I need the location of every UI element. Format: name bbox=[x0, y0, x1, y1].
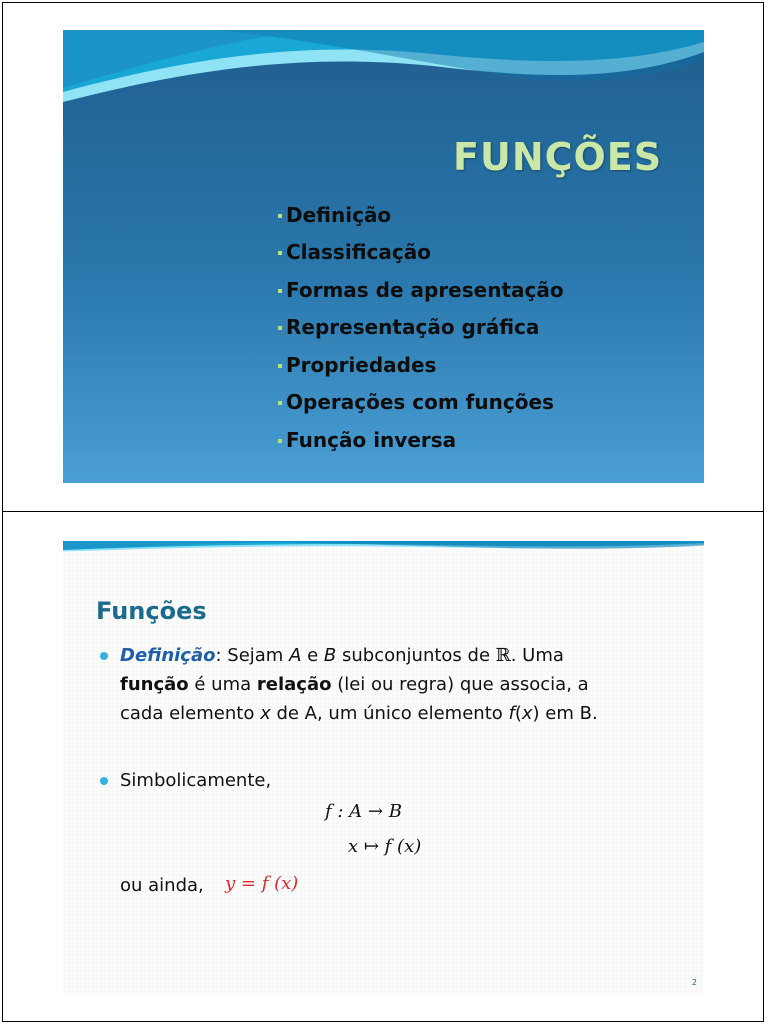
bullet-dot-icon bbox=[100, 652, 108, 660]
list-item: Definição bbox=[278, 196, 564, 234]
slide-1 bbox=[63, 30, 704, 483]
square-bullet-icon bbox=[278, 401, 282, 405]
symbolic-label: Simbolicamente, bbox=[120, 770, 272, 791]
square-bullet-icon bbox=[278, 289, 282, 293]
square-bullet-icon bbox=[278, 214, 282, 218]
list-item: Representação gráfica bbox=[278, 309, 564, 347]
square-bullet-icon bbox=[278, 439, 282, 443]
list-item: Propriedades bbox=[278, 346, 564, 384]
slide-title: Funções bbox=[96, 597, 207, 625]
topic-list bbox=[278, 196, 564, 459]
definition-line-3: cada elemento x de A, um único elemento f(x) em B. bbox=[120, 703, 598, 724]
square-bullet-icon bbox=[278, 251, 282, 255]
list-item: Formas de apresentação bbox=[278, 271, 564, 309]
slide-title: FUNÇÕES bbox=[453, 135, 663, 179]
slide-2 bbox=[63, 541, 704, 995]
math-mapping: f : A → B bbox=[325, 801, 402, 822]
list-item: Função inversa bbox=[278, 421, 564, 459]
math-rule: x ↦ f (x) bbox=[348, 836, 422, 857]
bullet-dot-icon bbox=[100, 777, 108, 785]
list-item: Classificação bbox=[278, 234, 564, 272]
page-number: 2 bbox=[691, 978, 697, 987]
square-bullet-icon bbox=[278, 364, 282, 368]
square-bullet-icon bbox=[278, 326, 282, 330]
list-item: Operações com funções bbox=[278, 384, 564, 422]
definition-line-1: Definição: Sejam A e B subconjuntos de ℝ. Uma bbox=[120, 645, 564, 666]
math-equation: y = f (x) bbox=[225, 873, 299, 894]
definition-line-2: função é uma relação (lei ou regra) que associa, a bbox=[120, 674, 589, 695]
or-label: ou ainda, bbox=[120, 875, 204, 896]
